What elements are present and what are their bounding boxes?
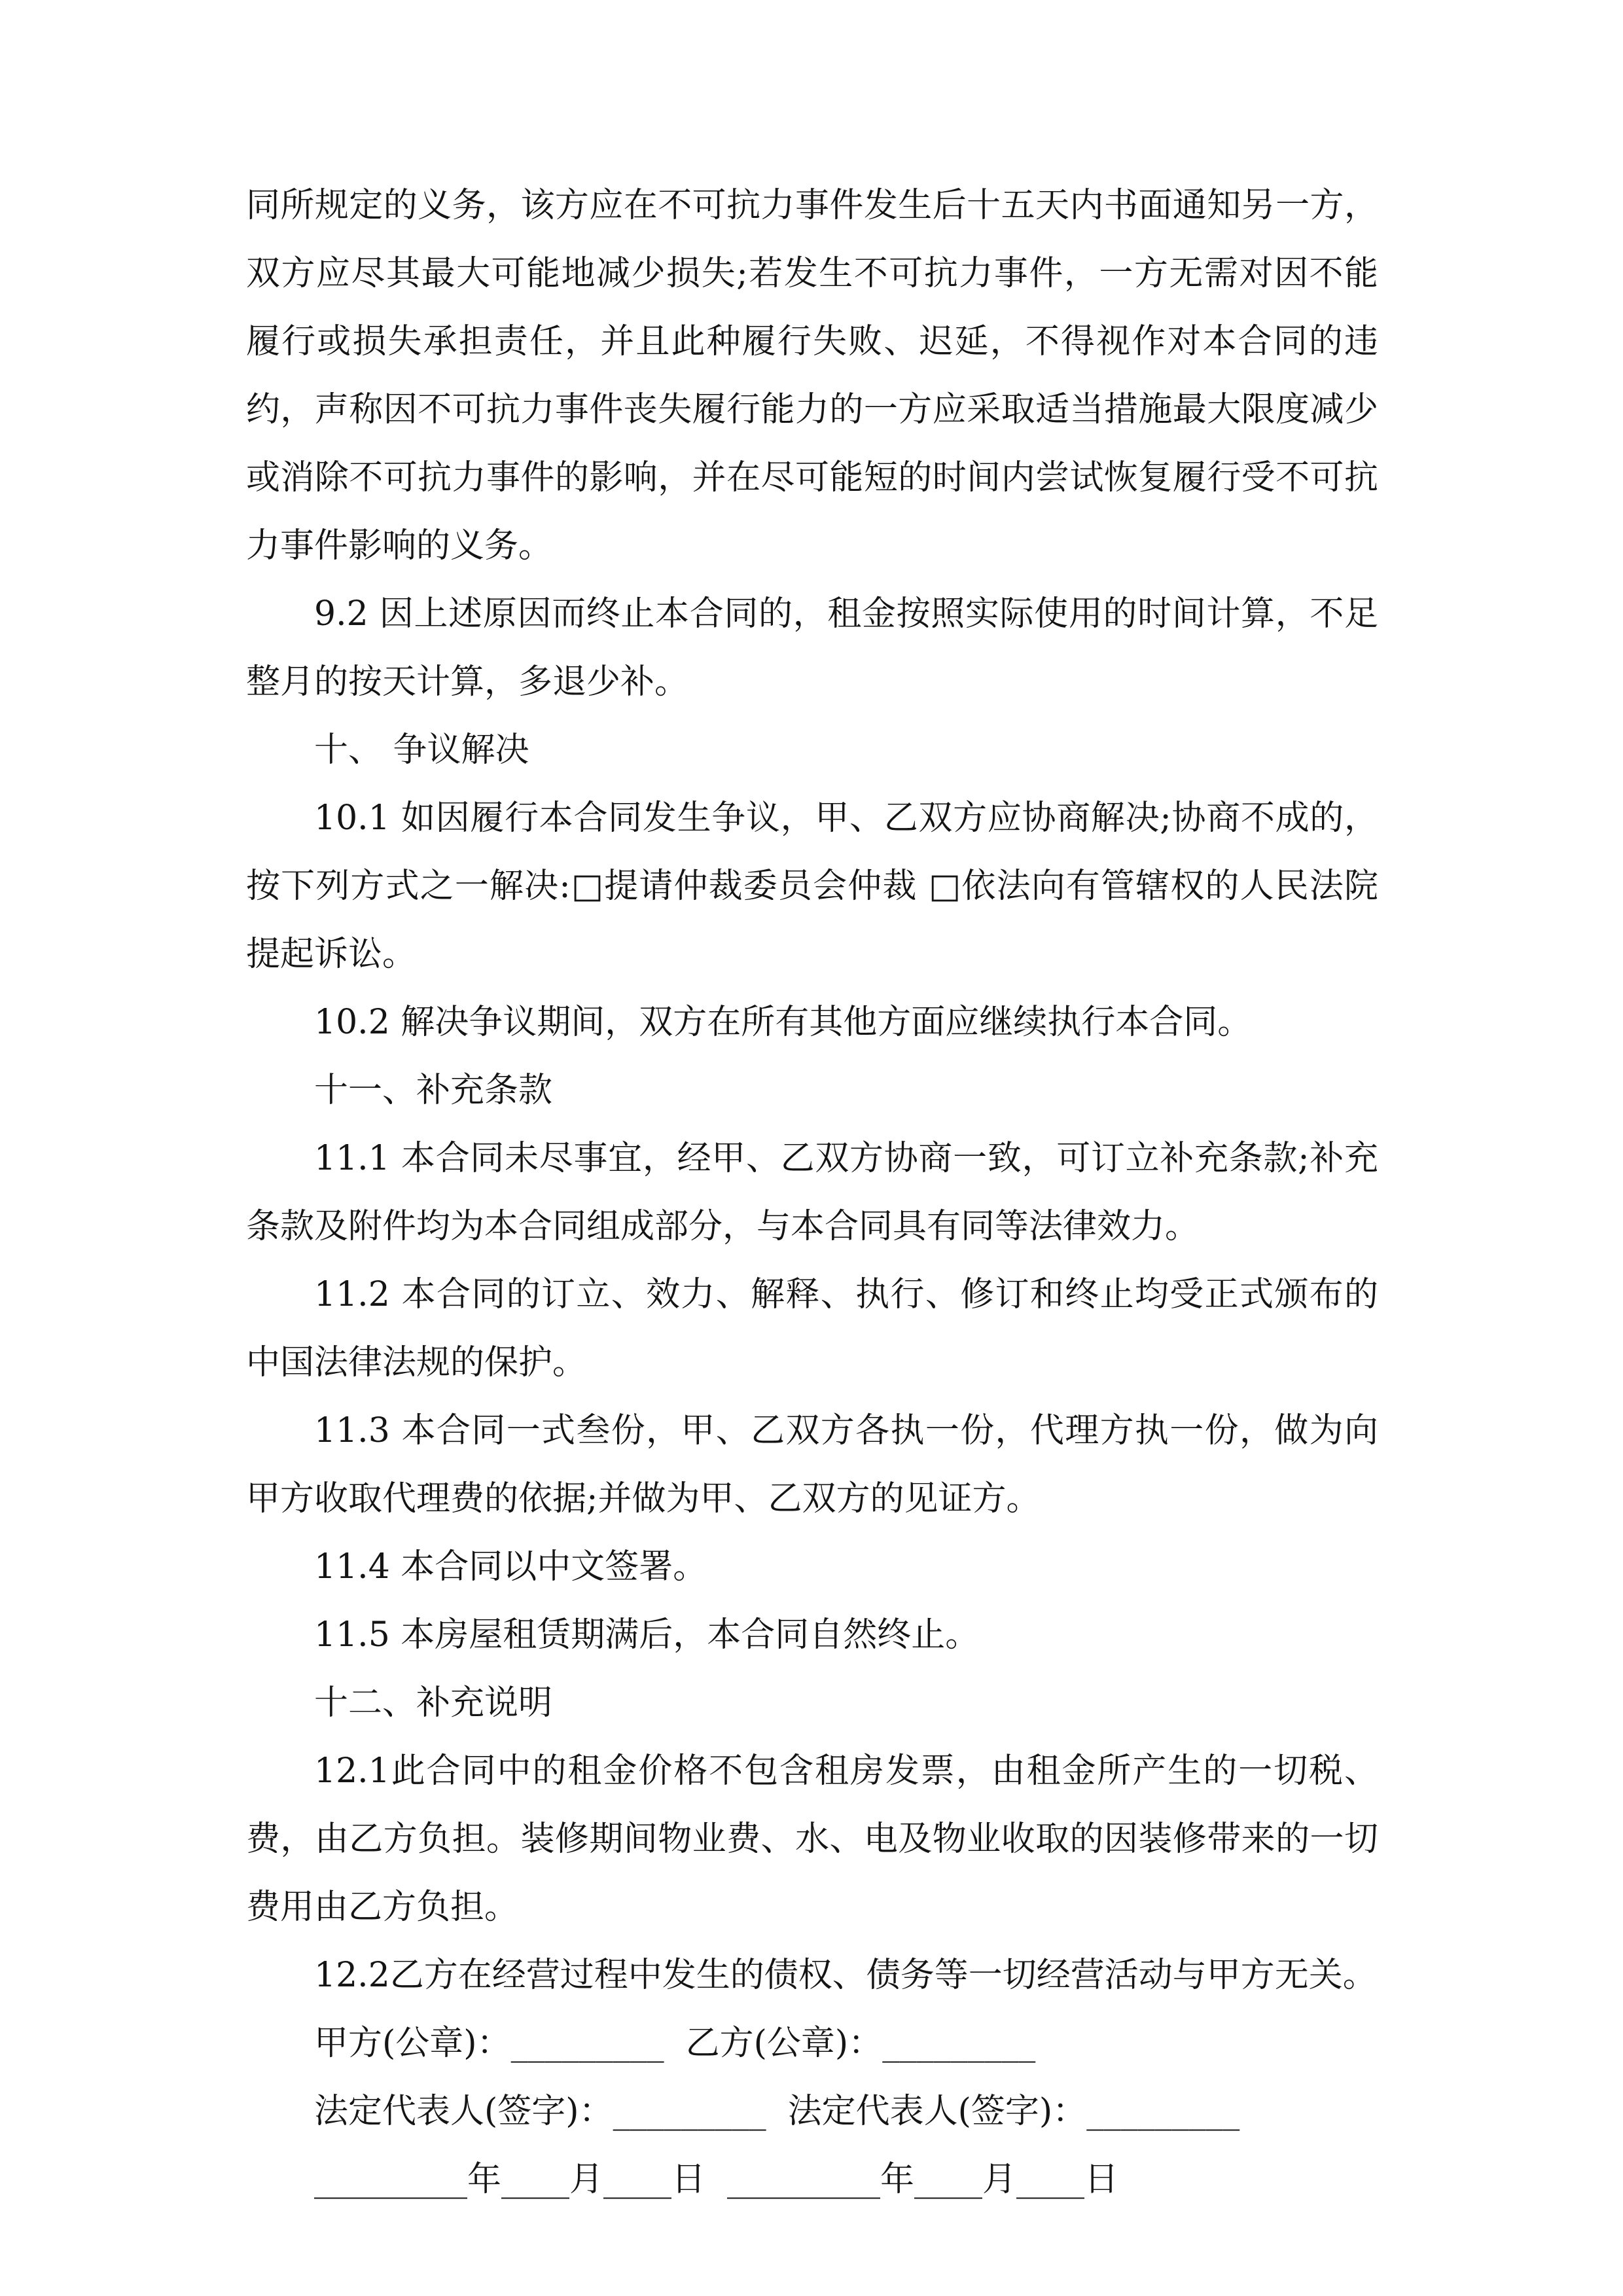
clause-10-2: 10.2 解决争议期间，双方在所有其他方面应继续执行本合同。 <box>314 1003 1252 1042</box>
clause-12-1: 12.1此合同中的租金价格不包含租房发票，由租金所产生的一切税、费，由乙方负担。装修期间物业费、水、电及物业收取的因装修带来的一切费用由乙方负担。 <box>246 1751 1378 1927</box>
clause-12-2: 12.2乙方在经营过程中发生的债权、债务等一切经营活动与甲方无关。 <box>314 1956 1377 1995</box>
paragraph-force-majeure-continued: 同所规定的义务，该方应在不可抗力事件发生后十五天内书面通知另一方，双方应尽其最大可能地减少损失;若发生不可抗力事件，一方无需对因不能履行或损失承担责任，并且此种履行失败、迟延，不得视作对本合同的违约，声称因不可抗力事件丧失履行能力的一方应采取适当措施最大限度减少或消除不可抗力事件的影响，并在尽可能短的时间内尝试恢复履行受不可抗力事件影响的义务。 <box>246 186 1378 565</box>
signature-date-line: _________年____月____日 _________年____月____日 <box>314 2160 1119 2199</box>
clause-9-2: 9.2 因上述原因而终止本合同的，租金按照实际使用的时间计算，不足整月的按天计算，多退少补。 <box>246 594 1378 702</box>
clause-11-2: 11.2 本合同的订立、效力、解释、执行、修订和终止均受正式颁布的中国法律法规的保护。 <box>246 1275 1378 1382</box>
document-body <box>246 171 1378 2214</box>
section-heading-10: 十、 争议解决 <box>314 730 529 770</box>
clause-11-4: 11.4 本合同以中文签署。 <box>314 1547 707 1587</box>
clause-11-1: 11.1 本合同未尽事宜，经甲、乙双方协商一致，可订立补充条款;补充条款及附件均为本合同组成部分，与本合同具有同等法律效力。 <box>246 1139 1378 1246</box>
signature-representative-line: 法定代表人(签字)：_________ 法定代表人(签字)：_________ <box>314 2092 1240 2131</box>
signature-seal-line: 甲方(公章)：_________ 乙方(公章)：_________ <box>314 2024 1036 2063</box>
clause-11-5: 11.5 本房屋租赁期满后，本合同自然终止。 <box>314 1615 980 1655</box>
section-heading-12: 十二、补充说明 <box>314 1683 553 1723</box>
section-heading-11: 十一、补充条款 <box>314 1071 553 1110</box>
clause-10-1: 10.1 如因履行本合同发生争议，甲、乙双方应协商解决;协商不成的，按下列方式之一解决:□提请仲裁委员会仲裁 □依法向有管辖权的人民法院提起诉讼。 <box>246 798 1378 974</box>
clause-11-3: 11.3 本合同一式叁份，甲、乙双方各执一份，代理方执一份，做为向甲方收取代理费的依据;并做为甲、乙双方的见证方。 <box>246 1411 1378 1518</box>
